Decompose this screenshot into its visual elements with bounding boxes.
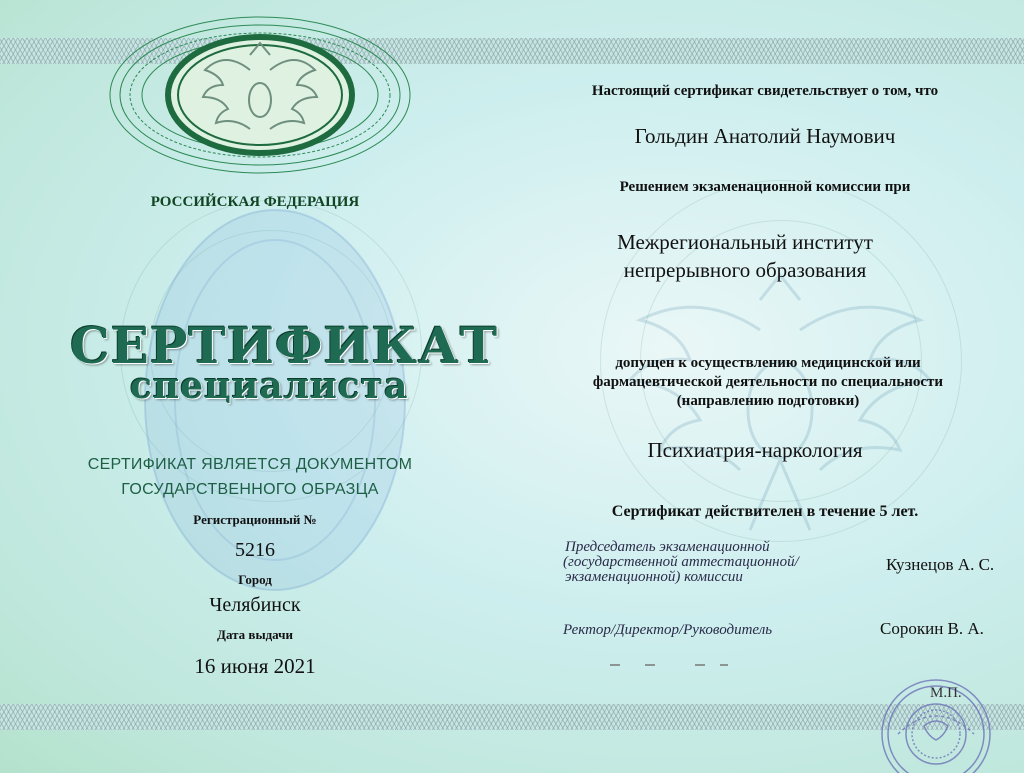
issue-date-value: 16 июня 2021 (194, 654, 316, 678)
intro-text: Настоящий сертификат свидетельствует о том, что (591, 83, 939, 99)
registration-label: Регистрационный № (193, 512, 317, 527)
institution-line2: непрерывного образования (623, 258, 867, 282)
city-label: Город (238, 572, 272, 587)
chairman-name: Кузнецов А. С. (886, 555, 995, 574)
issue-date-label: Дата выдачи (217, 627, 293, 642)
admitted-line1: допущен к осуществлению медицинской или (615, 355, 921, 371)
admitted-line2: фармацевтической деятельности по специальности (592, 374, 944, 390)
admitted-line3: (направлению подготовки) (676, 393, 860, 409)
chairman-title-line2: (государственной аттестационной/ (563, 554, 799, 570)
specialty-name: Психиатрия-наркология (647, 438, 863, 462)
country-name: РОССИЙСКАЯ ФЕДЕРАЦИЯ (150, 194, 360, 210)
rector-title: Ректор/Директор/Руководитель (563, 622, 773, 638)
certificate-subtitle: специалиста (130, 365, 409, 407)
city-value: Челябинск (209, 594, 301, 616)
holder-name: Гольдин Анатолий Наумович (634, 124, 896, 148)
decision-text: Решением экзаменационной комиссии при (619, 179, 911, 195)
institution-line1: Межрегиональный институт (617, 230, 873, 254)
registration-number: 5216 (235, 539, 275, 561)
validity-text: Сертификат действителен в течение 5 лет. (611, 503, 919, 520)
signature-dash-line (600, 660, 800, 670)
coat-of-arms-icon (100, 0, 420, 190)
rector-name: Сорокин В. А. (880, 619, 984, 638)
state-document-line1: СЕРТИФИКАТ ЯВЛЯЕТСЯ ДОКУМЕНТОМ (87, 456, 413, 473)
chairman-title-line1: Председатель экзаменационной (565, 539, 770, 555)
stamp-label: М.П. (930, 685, 962, 701)
certificate-title: СЕРТИФИКАТ (70, 316, 499, 375)
state-document-line2: ГОСУДАРСТВЕННОГО ОБРАЗЦА (121, 481, 379, 498)
chairman-title-line3: экзаменационной) комиссии (565, 569, 743, 585)
